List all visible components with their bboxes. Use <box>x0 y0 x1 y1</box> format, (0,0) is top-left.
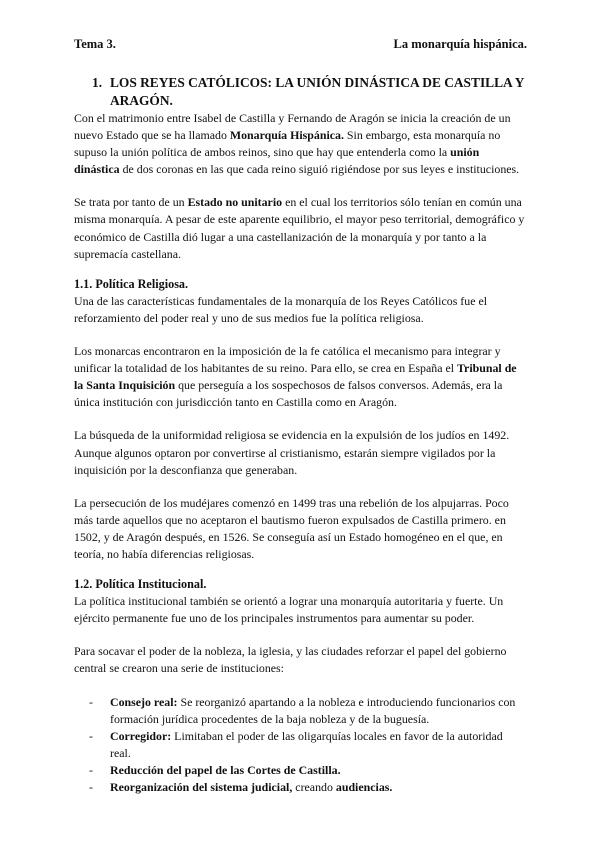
text-run: Los monarcas encontraron en la imposición de la fe católica el mecanismo para integrar y unificar la totalidad de los habitantes de su reino. Para ello, se crea en España el <box>74 344 501 376</box>
institutions-list <box>74 694 526 797</box>
section-1-1-heading: 1.1. Política Religiosa. <box>74 276 189 291</box>
section-1-title: LOS REYES CATÓLICOS: LA UNIÓN DINÁSTICA DE CASTILLA Y ARAGÓN. <box>110 75 524 108</box>
bold-term: Reducción del papel de las Cortes de Castilla. <box>110 762 341 777</box>
text-run: Se reorganizó apartando a la nobleza e introduciendo funcionarios con formación jurídica procedentes de la baja nobleza y de la buguesía. <box>110 694 516 726</box>
text-run: Sin embargo, esta monarquía no supuso la unión política de ambos reinos, sino que hay que entenderla como la <box>74 128 501 160</box>
header-title: La monarquía hispánica. <box>393 37 527 51</box>
bold-term: Tribunal de la Santa Inquisición <box>74 361 517 393</box>
text-run: de dos coronas en las que cada reino siguió rigiéndose por sus leyes e instituciones. <box>119 162 520 177</box>
section-1-1-paragraph-4: La persecución de los mudéjares comenzó en 1499 tras una rebelión de los alpujarras. Poco más tarde aquellos que no aceptaron el bautismo fueron expulsados de Castilla primero. en 1502, y de Aragón después, en 1526. Se conseguía así un Estado homogéneo en el que, en teoría, no había diferencias religiosas. <box>74 495 509 561</box>
section-1-1-paragraph-3: La búsqueda de la uniformidad religiosa se evidencia en la expulsión de los judíos en 1492. Aunque algunos optaron por convertirse al cristianismo, estarán siempre vigilados por la inquisición por la desconfianza que generaban. <box>74 428 510 477</box>
section-1-2-paragraph-2: Para socavar el poder de la nobleza, la iglesia, y las ciudades reforzar el papel del gobierno central se crearon una serie de instituciones: <box>74 644 507 676</box>
bold-term: unión dinástica <box>74 145 480 177</box>
text-run: Se trata por tanto de un <box>74 195 188 210</box>
list-item <box>110 694 526 728</box>
bold-term: Reorganización del sistema judicial, <box>110 780 293 794</box>
list-item <box>110 779 526 796</box>
section-1-1-paragraph-2 <box>74 343 526 411</box>
section-1-paragraph-1 <box>74 110 526 178</box>
header-topic: Tema 3. <box>74 37 116 51</box>
text-run: en el cual los territorios sólo tenían en común una misma monarquía. A pesar de este aparente equilibrio, el mayor peso territorial, demográfico y económico de Castilla dió lugar a una castellanización de la monarquía y por tanto a la supremacía castellana. <box>74 195 525 261</box>
list-item <box>110 728 526 762</box>
bold-term: Consejo real: <box>110 694 178 709</box>
text-run: creando <box>292 780 336 794</box>
section-1-heading <box>92 74 526 110</box>
bold-term: Corregidor: <box>110 728 172 743</box>
section-1-number: 1. <box>92 75 103 90</box>
text-run: que perseguía a los sospechosos de falsos conversos. Además, era la única institución con jurisdicción tanto en Castilla como en Aragón. <box>74 378 503 410</box>
section-1-2-heading: 1.2. Política Institucional. <box>74 577 207 592</box>
list-item <box>110 762 526 779</box>
section-1-2-paragraph-1: La política institucional también se orientó a lograr una monarquía autoritaria y fuerte. Un ejército permanente fue uno de los principales instrumentos para aumentar su poder. <box>74 594 504 626</box>
document-body <box>74 70 526 796</box>
bold-term: Monarquía Hispánica. <box>229 128 344 143</box>
bold-term: Estado no unitario <box>187 195 283 210</box>
text-run: Limitaban el poder de las oligarquías locales en favor de la autoridad real. <box>110 728 503 760</box>
section-1-1-paragraph-1: Una de las características fundamentales de la monarquía de los Reyes Católicos fue el reforzamiento del poder real y uno de sus medios fue la política religiosa. <box>74 293 488 325</box>
text-run: Con el matrimonio entre Isabel de Castilla y Fernando de Aragón se inicia la creación de un nuevo Estado que se ha llamado <box>74 111 511 143</box>
bold-term: audiencias. <box>335 780 393 794</box>
section-1-paragraph-2 <box>74 194 526 262</box>
